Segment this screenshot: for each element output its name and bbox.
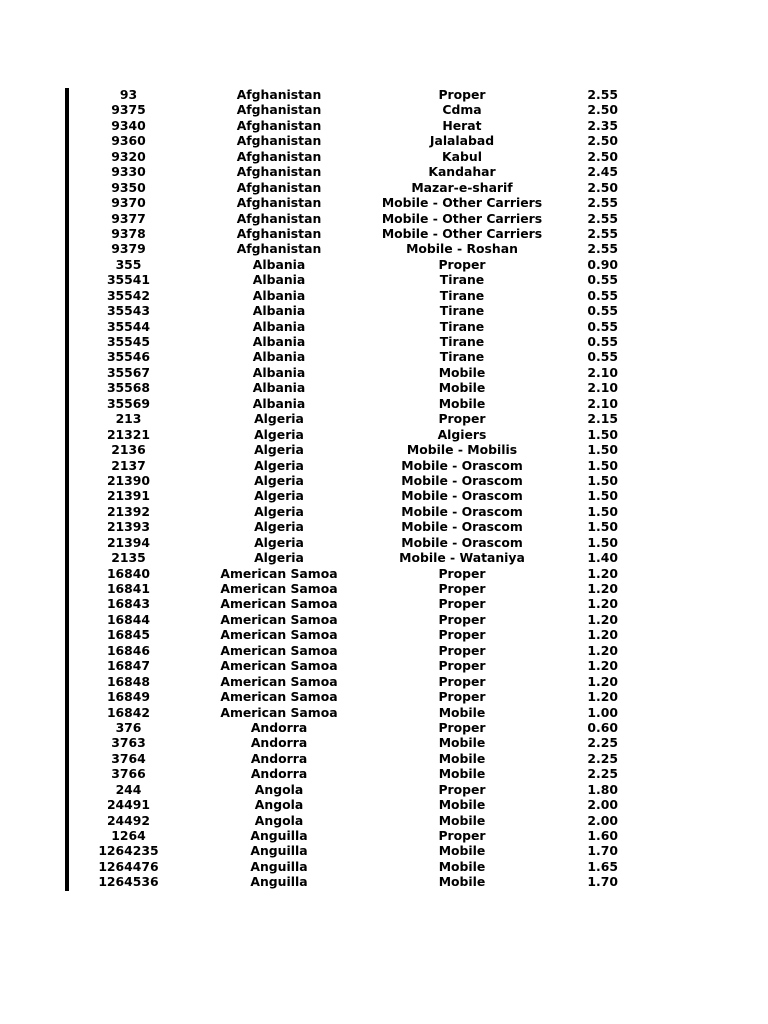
dial-code-cell: 21321 <box>106 426 151 442</box>
description-cell: Proper <box>438 719 486 735</box>
rate-cell: 0.55 <box>587 349 618 365</box>
table-row <box>78 596 618 611</box>
description-cell: Herat <box>442 117 482 133</box>
dial-code-cell: 9378 <box>111 225 146 241</box>
description-cell: Mobile <box>438 364 486 380</box>
description-cell: Tirane <box>439 318 485 334</box>
rate-cell: 1.65 <box>587 858 618 874</box>
country-cell: Algeria <box>254 519 304 535</box>
dial-code-cell: 21392 <box>106 503 151 519</box>
rate-cell: 1.20 <box>587 642 618 658</box>
dial-code-cell: 16843 <box>106 596 151 612</box>
country-cell: Albania <box>252 364 306 380</box>
rate-cell: 1.50 <box>587 442 618 458</box>
country-cell: Afghanistan <box>236 87 322 102</box>
country-cell: Afghanistan <box>236 102 322 118</box>
dial-code-cell: 9377 <box>111 210 146 226</box>
dial-code-cell: 35544 <box>106 318 151 334</box>
description-cell: Mobile <box>438 380 486 396</box>
description-cell: Proper <box>438 627 486 643</box>
country-cell: American Samoa <box>220 642 338 658</box>
rate-cell: 2.10 <box>587 364 618 380</box>
table-row <box>78 442 618 457</box>
table-row <box>78 828 618 843</box>
dial-code-cell: 35546 <box>106 349 151 365</box>
table-row <box>78 751 618 766</box>
country-cell: Angola <box>254 781 304 797</box>
rate-cell: 1.50 <box>587 457 618 473</box>
table-row <box>78 211 618 226</box>
table-row <box>78 133 618 148</box>
country-cell: American Samoa <box>220 627 338 643</box>
page-left-rule <box>65 88 69 891</box>
description-cell: Mobile <box>438 843 486 859</box>
table-row <box>78 658 618 673</box>
description-cell: Mobile - Orascom <box>401 503 523 519</box>
rate-cell: 1.00 <box>587 704 618 720</box>
dial-code-cell: 35543 <box>106 303 151 319</box>
country-cell: Albania <box>252 256 306 272</box>
rate-cell: 1.50 <box>587 488 618 504</box>
dial-code-cell: 35541 <box>106 272 151 288</box>
country-cell: Afghanistan <box>236 164 322 180</box>
description-cell: Proper <box>438 611 486 627</box>
description-cell: Proper <box>438 658 486 674</box>
dial-code-cell: 9379 <box>111 241 146 257</box>
dial-code-cell: 2136 <box>111 442 146 458</box>
dial-code-cell: 16848 <box>106 673 151 689</box>
rate-cell: 1.40 <box>587 550 618 566</box>
rate-cell: 2.55 <box>587 210 618 226</box>
dial-code-cell: 16841 <box>106 581 151 596</box>
description-cell: Mobile <box>438 812 486 828</box>
rate-cell: 1.20 <box>587 673 618 689</box>
dial-code-cell: 1264476 <box>98 858 159 874</box>
rate-cell: 2.25 <box>587 735 618 751</box>
rate-cell: 1.20 <box>587 596 618 612</box>
rate-cell: 1.20 <box>587 658 618 674</box>
table-row <box>78 380 618 395</box>
table-row <box>78 612 618 627</box>
description-cell: Proper <box>438 581 486 596</box>
description-cell: Tirane <box>439 349 485 365</box>
description-cell: Algiers <box>437 426 487 442</box>
country-cell: American Samoa <box>220 704 338 720</box>
description-cell: Mobile - Orascom <box>401 472 523 488</box>
country-cell: Afghanistan <box>236 148 322 164</box>
dial-code-cell: 16842 <box>106 704 151 720</box>
table-row <box>78 488 618 503</box>
description-cell: Mobile <box>438 735 486 751</box>
table-row <box>78 627 618 642</box>
country-cell: Albania <box>252 318 306 334</box>
country-cell: Albania <box>252 349 306 365</box>
country-cell: Anguilla <box>250 858 308 874</box>
country-cell: American Samoa <box>220 658 338 674</box>
rate-cell: 1.20 <box>587 627 618 643</box>
description-cell: Mobile <box>438 797 486 813</box>
dial-code-cell: 35569 <box>106 395 151 411</box>
country-cell: Algeria <box>254 550 304 566</box>
country-cell: Andorra <box>250 766 308 782</box>
country-cell: Algeria <box>254 426 304 442</box>
table-row <box>78 782 618 797</box>
table-row <box>78 797 618 812</box>
dial-code-cell: 24491 <box>106 797 151 813</box>
table-row <box>78 705 618 720</box>
country-cell: Afghanistan <box>236 117 322 133</box>
description-cell: Mobile <box>438 395 486 411</box>
country-cell: American Samoa <box>220 689 338 705</box>
rate-cell: 2.55 <box>587 225 618 241</box>
description-cell: Mobile <box>438 750 486 766</box>
description-cell: Proper <box>438 673 486 689</box>
country-cell: Afghanistan <box>236 225 322 241</box>
country-cell: Andorra <box>250 735 308 751</box>
country-cell: Angola <box>254 812 304 828</box>
table-row <box>78 411 618 426</box>
description-cell: Mobile - Wataniya <box>399 550 525 566</box>
table-row <box>78 720 618 735</box>
country-cell: Albania <box>252 287 306 303</box>
country-cell: American Samoa <box>220 581 338 596</box>
dial-code-cell: 16845 <box>106 627 151 643</box>
rate-cell: 1.60 <box>587 828 618 843</box>
country-cell: Anguilla <box>250 843 308 859</box>
dial-code-cell: 35542 <box>106 287 151 303</box>
country-cell: American Samoa <box>220 611 338 627</box>
country-cell: Afghanistan <box>236 179 322 195</box>
dial-code-cell: 9340 <box>111 117 146 133</box>
rate-cell: 2.50 <box>587 179 618 195</box>
rate-cell: 1.50 <box>587 534 618 550</box>
dial-code-cell: 16846 <box>106 642 151 658</box>
description-cell: Mobile - Orascom <box>401 457 523 473</box>
table-row <box>78 689 618 704</box>
dial-code-cell: 16849 <box>106 689 151 705</box>
rate-cell: 2.10 <box>587 395 618 411</box>
table-row <box>78 164 618 179</box>
country-cell: Algeria <box>254 442 304 458</box>
description-cell: Tirane <box>439 303 485 319</box>
rate-cell: 2.50 <box>587 102 618 118</box>
table-row <box>78 735 618 750</box>
table-row <box>78 272 618 287</box>
description-cell: Mobile - Other Carriers <box>381 195 543 211</box>
dial-code-cell: 213 <box>115 411 142 427</box>
rate-cell: 0.55 <box>587 334 618 349</box>
dial-code-cell: 21394 <box>106 534 151 550</box>
description-cell: Proper <box>438 411 486 427</box>
table-row <box>78 87 618 102</box>
description-cell: Proper <box>438 565 486 581</box>
rate-cell: 0.55 <box>587 318 618 334</box>
table-row <box>78 396 618 411</box>
dial-code-cell: 35545 <box>106 334 151 349</box>
description-cell: Proper <box>438 781 486 797</box>
description-cell: Mobile - Other Carriers <box>381 225 543 241</box>
rate-cell: 1.20 <box>587 689 618 705</box>
rate-cell: 0.60 <box>587 719 618 735</box>
dial-code-cell: 21393 <box>106 519 151 535</box>
country-cell: Albania <box>252 380 306 396</box>
description-cell: Jalalabad <box>429 133 495 149</box>
dial-code-cell: 355 <box>115 256 142 272</box>
rate-cell: 1.70 <box>587 843 618 859</box>
table-row <box>78 519 618 534</box>
country-cell: Afghanistan <box>236 210 322 226</box>
dial-code-cell: 2137 <box>111 457 146 473</box>
description-cell: Kabul <box>442 148 482 164</box>
table-row <box>78 319 618 334</box>
dial-code-cell: 2135 <box>111 550 146 566</box>
table-row <box>78 180 618 195</box>
table-row <box>78 241 618 256</box>
table-row <box>78 334 618 349</box>
dial-code-cell: 244 <box>115 781 142 797</box>
table-row <box>78 303 618 318</box>
description-cell: Tirane <box>439 287 485 303</box>
country-cell: American Samoa <box>220 673 338 689</box>
table-row <box>78 257 618 272</box>
dial-code-cell: 9330 <box>111 164 146 180</box>
table-row <box>78 195 618 210</box>
country-cell: Afghanistan <box>236 241 322 257</box>
dial-code-cell: 21391 <box>106 488 151 504</box>
rate-cell: 2.00 <box>587 812 618 828</box>
table-row <box>78 504 618 519</box>
table-row <box>78 149 618 164</box>
table-row <box>78 535 618 550</box>
table-row <box>78 102 618 117</box>
dial-code-cell: 16847 <box>106 658 151 674</box>
dial-code-cell: 1264536 <box>98 874 159 890</box>
rate-cell: 2.25 <box>587 750 618 766</box>
description-cell: Mobile - Orascom <box>401 488 523 504</box>
description-cell: Mobile - Orascom <box>401 519 523 535</box>
description-cell: Mobile <box>438 874 486 890</box>
country-cell: Albania <box>252 395 306 411</box>
rate-cell: 2.55 <box>587 87 618 102</box>
dial-code-cell: 16844 <box>106 611 151 627</box>
description-cell: Tirane <box>439 334 485 349</box>
dial-code-cell: 3764 <box>111 750 146 766</box>
table-row <box>78 118 618 133</box>
rate-cell: 1.20 <box>587 611 618 627</box>
country-cell: Algeria <box>254 457 304 473</box>
table-row <box>78 581 618 596</box>
description-cell: Proper <box>438 256 486 272</box>
description-cell: Mobile - Roshan <box>406 241 518 257</box>
dial-code-cell: 376 <box>115 719 142 735</box>
country-cell: Algeria <box>254 472 304 488</box>
country-cell: Algeria <box>254 503 304 519</box>
description-cell: Proper <box>438 689 486 705</box>
country-cell: Andorra <box>250 719 308 735</box>
rate-cell: 2.55 <box>587 195 618 211</box>
country-cell: Anguilla <box>250 828 308 843</box>
description-cell: Proper <box>438 596 486 612</box>
table-row <box>78 550 618 565</box>
rate-cell: 0.90 <box>587 256 618 272</box>
rate-cell: 2.10 <box>587 380 618 396</box>
description-cell: Mobile <box>438 766 486 782</box>
dial-code-cell: 3763 <box>111 735 146 751</box>
table-row <box>78 473 618 488</box>
rate-cell: 2.50 <box>587 133 618 149</box>
dial-code-cell: 35567 <box>106 364 151 380</box>
country-cell: Algeria <box>254 534 304 550</box>
dial-code-cell: 9320 <box>111 148 146 164</box>
dial-code-cell: 9370 <box>111 195 146 211</box>
country-cell: Algeria <box>254 488 304 504</box>
dial-code-cell: 9360 <box>111 133 146 149</box>
country-cell: Albania <box>252 303 306 319</box>
rates-table <box>78 87 618 890</box>
table-row <box>78 643 618 658</box>
country-cell: American Samoa <box>220 596 338 612</box>
rate-cell: 1.50 <box>587 519 618 535</box>
rate-cell: 2.25 <box>587 766 618 782</box>
description-cell: Kandahar <box>428 164 496 180</box>
rate-cell: 2.50 <box>587 148 618 164</box>
description-cell: Proper <box>438 642 486 658</box>
dial-code-cell: 3766 <box>111 766 146 782</box>
rate-cell: 1.20 <box>587 565 618 581</box>
description-cell: Mobile <box>438 704 486 720</box>
dial-code-cell: 24492 <box>106 812 151 828</box>
table-row <box>78 813 618 828</box>
description-cell: Tirane <box>439 272 485 288</box>
rate-cell: 1.50 <box>587 472 618 488</box>
description-cell: Mobile - Other Carriers <box>381 210 543 226</box>
description-cell: Mobile <box>438 858 486 874</box>
table-row <box>78 566 618 581</box>
dial-code-cell: 1264 <box>111 828 146 843</box>
dial-code-cell: 35568 <box>106 380 151 396</box>
description-cell: Proper <box>438 87 486 102</box>
description-cell: Proper <box>438 828 486 843</box>
country-cell: Afghanistan <box>236 195 322 211</box>
table-row <box>78 874 618 889</box>
table-row <box>78 427 618 442</box>
rate-cell: 1.50 <box>587 503 618 519</box>
dial-code-cell: 93 <box>119 87 138 102</box>
description-cell: Mobile - Orascom <box>401 534 523 550</box>
rate-cell: 0.55 <box>587 303 618 319</box>
table-row <box>78 288 618 303</box>
country-cell: Afghanistan <box>236 133 322 149</box>
country-cell: Albania <box>252 334 306 349</box>
table-row <box>78 365 618 380</box>
table-row <box>78 766 618 781</box>
rate-cell: 2.55 <box>587 241 618 257</box>
table-row <box>78 674 618 689</box>
dial-code-cell: 9350 <box>111 179 146 195</box>
description-cell: Mobile - Mobilis <box>406 442 518 458</box>
rate-cell: 0.55 <box>587 272 618 288</box>
dial-code-cell: 21390 <box>106 472 151 488</box>
table-row <box>78 226 618 241</box>
rate-cell: 1.80 <box>587 781 618 797</box>
rate-cell: 1.70 <box>587 874 618 890</box>
rate-cell: 1.20 <box>587 581 618 596</box>
description-cell: Cdma <box>442 102 482 118</box>
dial-code-cell: 9375 <box>111 102 146 118</box>
dial-code-cell: 1264235 <box>98 843 159 859</box>
rate-cell: 2.45 <box>587 164 618 180</box>
description-cell: Mazar-e-sharif <box>411 179 513 195</box>
country-cell: Albania <box>252 272 306 288</box>
country-cell: Andorra <box>250 750 308 766</box>
country-cell: American Samoa <box>220 565 338 581</box>
table-row <box>78 349 618 364</box>
rate-cell: 2.35 <box>587 117 618 133</box>
rate-cell: 0.55 <box>587 287 618 303</box>
country-cell: Angola <box>254 797 304 813</box>
country-cell: Anguilla <box>250 874 308 890</box>
table-row <box>78 458 618 473</box>
rate-cell: 1.50 <box>587 426 618 442</box>
rate-cell: 2.15 <box>587 411 618 427</box>
country-cell: Algeria <box>254 411 304 427</box>
table-row <box>78 843 618 858</box>
dial-code-cell: 16840 <box>106 565 151 581</box>
rate-cell: 2.00 <box>587 797 618 813</box>
table-row <box>78 859 618 874</box>
